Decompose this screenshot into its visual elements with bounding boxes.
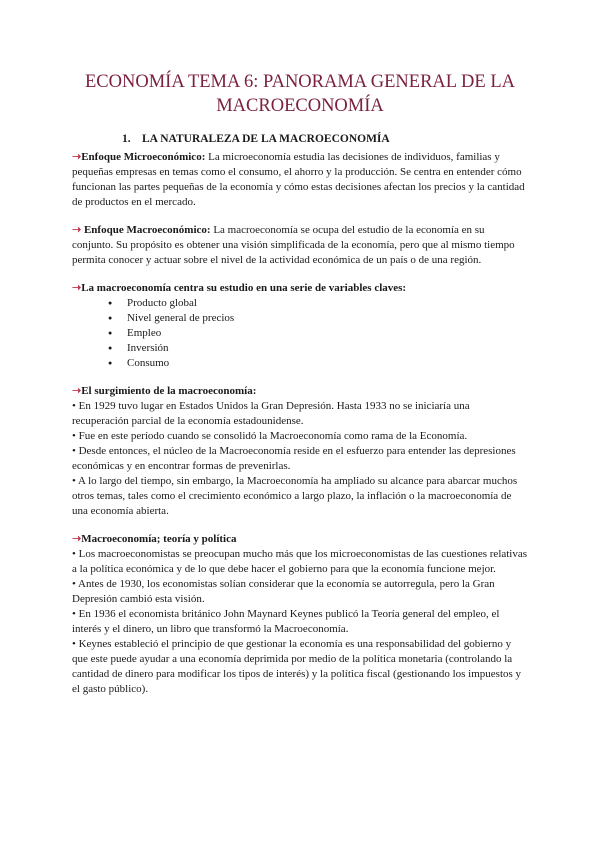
list-item: ● Empleo xyxy=(108,326,528,341)
surgimiento-heading: ➝El surgimiento de la macroeconomía: xyxy=(72,385,257,397)
variables-list xyxy=(72,296,528,371)
text-line: • En 1936 el economista británico John Maynard Keynes publicó la Teoría general del empleo, el interés y el dinero, un libro que transformó la Macroeconomía. xyxy=(72,608,500,635)
arrow-icon: ➝ xyxy=(72,224,82,236)
arrow-icon: ➝ xyxy=(72,151,82,163)
micro-text: La microeconomía estudia las decisiones de individuos, familias y pequeñas empresas en temas como el consumo, el ahorro y la producción. Se centra en entender cómo funcionan las partes pequeñas de la economía y cómo estas decisiones afectan los precios y la cantidad de productos en el mercado. xyxy=(72,151,525,208)
micro-paragraph xyxy=(72,150,528,210)
text-line: • Fue en este período cuando se consolidó la Macroeconomía como rama de la Economía. xyxy=(72,430,468,442)
macro-text: La macroeconomía se ocupa del estudio de la economía en su conjunto. Su propósito es obtener una visión simplificada de la economía, pero que al mismo tiempo permita conocer y actuar sobre el nivel de la actividad económica de un país o de una región. xyxy=(72,224,515,266)
variables-heading: ➝La macroeconomía centra su estudio en una serie de variables claves: xyxy=(72,282,407,294)
list-item: ● Consumo xyxy=(108,356,528,371)
arrow-icon: ➝ xyxy=(72,385,82,397)
text-line: • Desde entonces, el núcleo de la Macroeconomía reside en el esfuerzo para entender las depresiones económicas y en encontrar formas de prevenirlas. xyxy=(72,445,516,472)
arrow-icon: ➝ xyxy=(72,533,82,545)
teoria-heading: ➝Macroeconomía; teoría y política xyxy=(72,533,237,545)
list-item: ● Nivel general de precios xyxy=(108,311,528,326)
macro-label: Enfoque Macroeconómico: xyxy=(83,224,211,236)
list-item: ● Inversión xyxy=(108,341,528,356)
arrow-icon: ➝ xyxy=(72,282,82,294)
text-line: • En 1929 tuvo lugar en Estados Unidos la Gran Depresión. Hasta 1933 no se iniciaría una recuperación parcial de la economía estadounidense. xyxy=(72,400,470,427)
text-line: • A lo largo del tiempo, sin embargo, la Macroeconomía ha ampliado su alcance para abarcar muchos otros temas, tales como el crecimiento económico a largo plazo, la inflación o la macroeconomía de una economía abierta. xyxy=(72,475,518,517)
text-line: • Keynes estableció el principio de que gestionar la economía es una responsabilidad del gobierno y que este puede ayudar a una economía deprimida por medio de la política monetaria (controlando la cantidad de dinero para modificar los tipos de interés) y la política fiscal (gestionando los impuestos y el gasto público). xyxy=(72,638,522,695)
text-line: • Antes de 1930, los economistas solían considerar que la economía se autorregula, pero la Gran Depresión cambió esta visión. xyxy=(72,578,495,605)
page-title: ECONOMÍA TEMA 6: PANORAMA GENERAL DE LA MACROECONOMÍA xyxy=(85,72,515,116)
section-title: LA NATURALEZA DE LA MACROECONOMÍA xyxy=(142,133,390,145)
micro-label: Enfoque Microeconómico: xyxy=(81,151,206,163)
section-heading xyxy=(72,132,528,147)
list-item: ● Producto global xyxy=(108,296,528,311)
text-line: • Los macroeconomistas se preocupan mucho más que los microeconomistas de las cuestiones relativas a la política económica y de lo que debe hacer el gobierno para que la economía funcione mejor. xyxy=(72,548,528,575)
section-number: 1. xyxy=(122,133,131,145)
macro-paragraph xyxy=(72,223,528,268)
